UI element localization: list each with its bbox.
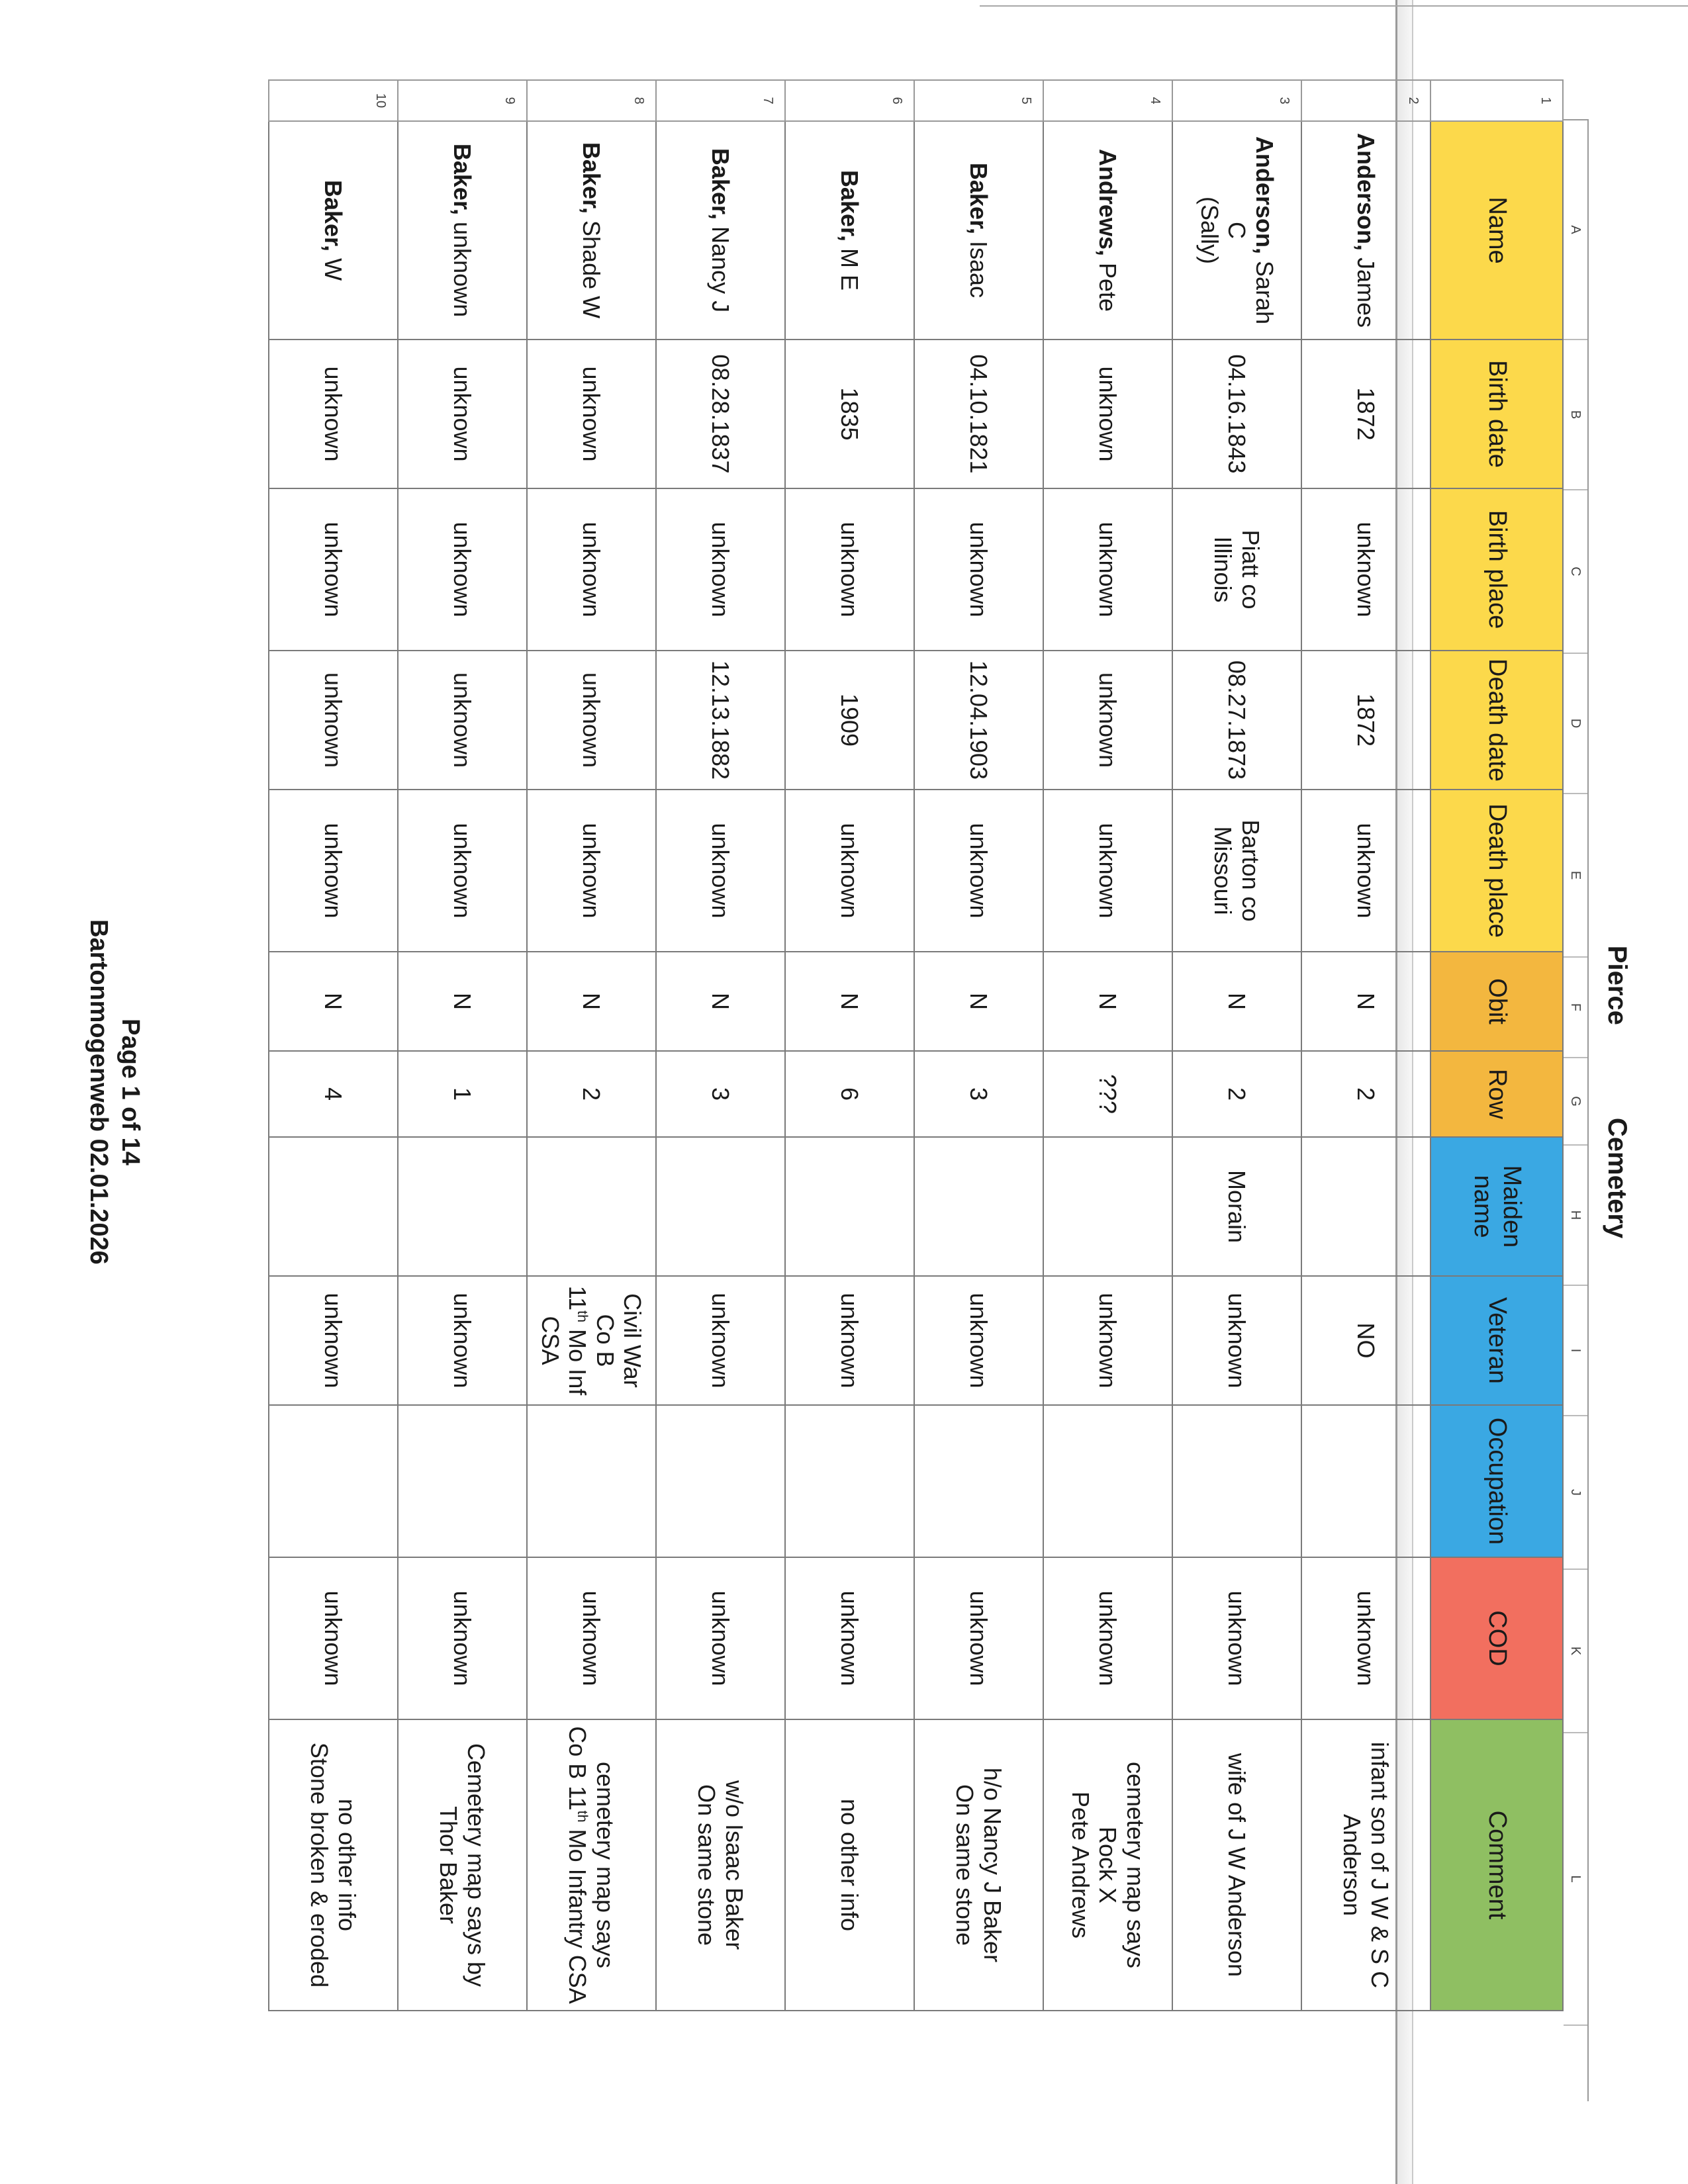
name-cell (398, 121, 527, 340)
cod-cell (1172, 1557, 1301, 1719)
death-date-cell (1172, 651, 1301, 790)
obit-text: N (965, 993, 993, 1010)
row-cell (1043, 1051, 1172, 1137)
veteran-cell (1043, 1276, 1172, 1405)
obit-cell (527, 952, 656, 1051)
header-death-date: Death date (1430, 651, 1563, 790)
row-cell (269, 1051, 398, 1137)
death-place-text: unknown (578, 823, 606, 919)
header-birth-place: Birth place (1430, 488, 1563, 651)
column-letter: F (1564, 958, 1587, 1058)
birth-date-text: unknown (320, 366, 348, 462)
table-row (1301, 80, 1430, 2011)
column-letter: L (1564, 1733, 1587, 2026)
veteran-cell (785, 1276, 914, 1405)
death-date-cell (656, 651, 785, 790)
row-text: 3 (707, 1087, 735, 1101)
comment-cell (1043, 1719, 1172, 2011)
birth-place-cell (1043, 488, 1172, 651)
row-cell (1172, 1051, 1301, 1137)
cemetery-table (268, 79, 1564, 2011)
occupation-cell (785, 1405, 914, 1557)
obit-cell (269, 952, 398, 1051)
death-date-cell (269, 651, 398, 790)
death-date-text: unknown (578, 672, 606, 768)
maiden-cell (398, 1137, 527, 1276)
death-date-text: unknown (1094, 672, 1122, 768)
death-place-cell (656, 790, 785, 952)
death-date-text: unknown (320, 672, 348, 768)
death-place-text: unknown (836, 823, 864, 919)
birth-date-cell (1172, 340, 1301, 488)
obit-cell (656, 952, 785, 1051)
name-cell (527, 121, 656, 340)
comment-line: no other info (836, 1798, 864, 1932)
death-place-text: unknown (320, 823, 348, 919)
veteran-line: CSA (537, 1316, 565, 1365)
column-letter: B (1564, 340, 1587, 490)
birth-place-text: unknown (449, 522, 477, 617)
death-date-text: 1909 (836, 693, 864, 747)
comment-cell (269, 1719, 398, 2011)
occupation-cell (1172, 1405, 1301, 1557)
birth-place-text: unknown (320, 522, 348, 617)
death-place-text: unknown (449, 823, 477, 919)
veteran-cell (656, 1276, 785, 1405)
table-row (1043, 80, 1172, 2011)
death-place-text: unknown (1094, 823, 1122, 919)
maiden-cell (914, 1137, 1043, 1276)
birth-place-cell (1172, 488, 1301, 651)
obit-text: N (320, 993, 348, 1010)
row-text: ??? (1094, 1073, 1122, 1115)
column-letter: G (1564, 1058, 1587, 1146)
cod-text: unknown (1094, 1590, 1122, 1686)
maiden-cell (1043, 1137, 1172, 1276)
veteran-cell (398, 1276, 527, 1405)
title-right: Cemetery (1603, 1117, 1632, 1239)
row-text: 1 (449, 1087, 477, 1101)
birth-date-cell (656, 340, 785, 488)
birth-place-cell (269, 488, 398, 651)
comment-cell (656, 1719, 785, 2011)
death-date-cell (527, 651, 656, 790)
obit-text: N (578, 993, 606, 1010)
veteran-text: unknown (320, 1293, 348, 1388)
row-cell (656, 1051, 785, 1137)
veteran-cell (914, 1276, 1043, 1405)
header-name: Name (1430, 121, 1563, 340)
column-letter: D (1564, 654, 1587, 794)
header-cod: COD (1430, 1557, 1563, 1719)
death-place-cell (527, 790, 656, 952)
surname: Baker, (578, 142, 606, 214)
given-name: Nancy J (707, 226, 735, 313)
death-date-text: unknown (449, 672, 477, 768)
maiden-cell (527, 1137, 656, 1276)
cod-cell (656, 1557, 785, 1719)
veteran-text: unknown (836, 1293, 864, 1388)
page-number: Page 1 of 14 (117, 1019, 144, 1165)
row-number: 5 (914, 80, 1043, 121)
column-letter: I (1564, 1286, 1587, 1416)
header-maiden: Maiden name (1430, 1137, 1563, 1276)
birth-place-cell (785, 488, 914, 651)
veteran-cell (1172, 1276, 1301, 1405)
row-cell (398, 1051, 527, 1137)
comment-line: infant son of J W & S C (1366, 1741, 1393, 1989)
cod-text: unknown (1223, 1590, 1251, 1686)
row-text: 2 (1223, 1087, 1251, 1101)
birth-place-cell (398, 488, 527, 651)
comment-line: Rock X (1094, 1826, 1122, 1904)
occupation-cell (269, 1405, 398, 1557)
birth-place-text: unknown (836, 522, 864, 617)
column-letter: J (1564, 1416, 1587, 1570)
row-number: 2 (1301, 80, 1430, 121)
birth-date-text: 04.10.1821 (965, 354, 993, 474)
row-cell (1301, 1051, 1430, 1137)
death-place-cell (1301, 790, 1430, 952)
surname: Anderson, (1250, 136, 1278, 254)
comment-line: w/o Isaac Baker (720, 1780, 748, 1950)
cod-text: unknown (320, 1590, 348, 1686)
birth-date-cell (398, 340, 527, 488)
veteran-cell (269, 1276, 398, 1405)
death-date-cell (1301, 651, 1430, 790)
maiden-cell (1172, 1137, 1301, 1276)
obit-text: N (1352, 993, 1380, 1010)
column-letter: K (1564, 1570, 1587, 1733)
comment-line: Cemetery map says by (462, 1743, 490, 1987)
surname: Baker, (836, 169, 864, 242)
column-letter: C (1564, 490, 1587, 654)
comment-line: Stone broken & eroded (306, 1742, 334, 1988)
table-row (914, 80, 1043, 2011)
birth-date-text: unknown (1094, 366, 1122, 462)
obit-text: N (707, 993, 735, 1010)
row-number: 1 (1430, 80, 1563, 121)
death-date-text: 1872 (1352, 693, 1380, 747)
comment-line: Pete Andrews (1066, 1791, 1094, 1939)
birth-date-text: 08.28.1837 (707, 354, 735, 474)
table-row (269, 80, 398, 2011)
cod-text: unknown (578, 1590, 606, 1686)
comment-line: cemetery map says (591, 1761, 619, 1969)
row-text: 4 (320, 1087, 348, 1101)
occupation-cell (527, 1405, 656, 1557)
comment-line: Anderson (1338, 1813, 1366, 1917)
comment-line: Co B 11th Mo Infantry CSA (564, 1726, 592, 2004)
name-cell (1043, 121, 1172, 340)
given-name: Pete (1094, 263, 1122, 312)
comment-cell (785, 1719, 914, 2011)
row-number: 10 (269, 80, 398, 121)
cod-cell (269, 1557, 398, 1719)
surname: Baker, (320, 179, 348, 252)
given-name: Isaac (965, 241, 993, 298)
row-number: 8 (527, 80, 656, 121)
given-name: Shade W (578, 220, 606, 319)
obit-cell (398, 952, 527, 1051)
comment-line: h/o Nancy J Baker (978, 1767, 1006, 1963)
maiden-cell (656, 1137, 785, 1276)
death-place-cell (1043, 790, 1172, 952)
maiden-cell (1301, 1137, 1430, 1276)
comment-line: Thor Baker (435, 1805, 463, 1925)
given-name: W (320, 258, 348, 281)
veteran-text: unknown (1223, 1293, 1251, 1388)
birth-date-text: unknown (578, 366, 606, 462)
birth-date-cell (1301, 340, 1430, 488)
veteran-text: unknown (449, 1293, 477, 1388)
birth-place-text: unknown (578, 522, 606, 617)
row-cell (914, 1051, 1043, 1137)
table-row (398, 80, 527, 2011)
birth-date-cell (527, 340, 656, 488)
birth-date-text: 1835 (836, 387, 864, 441)
page-title (1602, 0, 1632, 2184)
comment-cell (398, 1719, 527, 2011)
name-cell (1172, 121, 1301, 340)
row-number: 7 (656, 80, 785, 121)
birth-date-cell (785, 340, 914, 488)
row-number: 3 (1172, 80, 1301, 121)
cod-cell (1043, 1557, 1172, 1719)
obit-text: N (836, 993, 864, 1010)
obit-cell (1172, 952, 1301, 1051)
birth-place-text: unknown (1094, 522, 1122, 617)
maiden-cell (269, 1137, 398, 1276)
death-date-text: 12.04.1903 (965, 660, 993, 780)
comment-line: On same stone (693, 1784, 721, 1946)
veteran-cell (1301, 1276, 1430, 1405)
death-place-cell (269, 790, 398, 952)
name-cell (785, 121, 914, 340)
birth-date-text: 1872 (1352, 387, 1380, 441)
obit-cell (914, 952, 1043, 1051)
given-name: unknown (449, 222, 477, 318)
occupation-cell (656, 1405, 785, 1557)
comment-cell (527, 1719, 656, 2011)
veteran-text: unknown (965, 1293, 993, 1388)
title-left: Pierce (1603, 945, 1632, 1025)
header-birth-date: Birth date (1430, 340, 1563, 488)
birth-place-cell (1301, 488, 1430, 651)
site-footer: Bartonmogenweb 02.01.2026 (85, 919, 113, 1265)
death-date-cell (785, 651, 914, 790)
row-cell (527, 1051, 656, 1137)
obit-cell (785, 952, 914, 1051)
surname: Baker, (707, 148, 735, 220)
table-row (1172, 80, 1301, 2011)
column-letter: H (1564, 1146, 1587, 1286)
birth-place-cell (527, 488, 656, 651)
veteran-line: Co B (591, 1314, 619, 1367)
occupation-cell (398, 1405, 527, 1557)
death-place-line: Barton co (1237, 819, 1264, 922)
birth-place-text: unknown (707, 522, 735, 617)
comment-cell (1301, 1719, 1430, 2011)
veteran-line: Civil War (619, 1293, 647, 1388)
surname: Baker, (449, 143, 477, 215)
header-occupation: Occupation (1430, 1405, 1563, 1557)
row-number: 6 (785, 80, 914, 121)
birth-place-line: Illinois (1209, 536, 1237, 603)
comment-line: wife of J W Anderson (1223, 1752, 1251, 1978)
name-cell (656, 121, 785, 340)
death-date-text: 08.27.1873 (1223, 660, 1251, 780)
name-cell (1301, 121, 1430, 340)
row-number: 9 (398, 80, 527, 121)
death-place-cell (1172, 790, 1301, 952)
death-place-text: unknown (707, 823, 735, 919)
death-place-text: unknown (1352, 823, 1380, 919)
cod-text: unknown (836, 1590, 864, 1686)
surname: Baker, (965, 162, 993, 235)
birth-place-cell (914, 488, 1043, 651)
obit-cell (1301, 952, 1430, 1051)
header-row (1430, 80, 1563, 2011)
veteran-cell (527, 1276, 656, 1405)
header-comment: Comment (1430, 1719, 1563, 2011)
death-date-cell (914, 651, 1043, 790)
given-name: James (1352, 257, 1380, 328)
birth-date-text: unknown (449, 366, 477, 462)
column-letters (1564, 119, 1589, 2101)
row-cell (785, 1051, 914, 1137)
surname: Anderson, (1352, 132, 1380, 251)
death-date-text: 12.13.1882 (707, 660, 735, 780)
column-letter: A (1564, 120, 1587, 340)
header-row: Row (1430, 1051, 1563, 1137)
cod-cell (1301, 1557, 1430, 1719)
cod-text: unknown (449, 1590, 477, 1686)
row-text: 2 (578, 1087, 606, 1101)
maiden-cell (785, 1137, 914, 1276)
veteran-text: unknown (707, 1293, 735, 1388)
occupation-cell (914, 1405, 1043, 1557)
obit-text: N (449, 993, 477, 1010)
header-death-place: Death place (1430, 790, 1563, 952)
comment-line: no other info (333, 1798, 361, 1932)
comment-cell (914, 1719, 1043, 2011)
death-place-line: Missouri (1209, 826, 1237, 915)
death-place-cell (785, 790, 914, 952)
row-text: 2 (1352, 1087, 1380, 1101)
comment-line: On same stone (951, 1784, 979, 1946)
cod-cell (398, 1557, 527, 1719)
given-name: Sarah C (1223, 222, 1278, 325)
cod-text: unknown (707, 1590, 735, 1686)
name-cell (269, 121, 398, 340)
death-date-cell (1043, 651, 1172, 790)
nickname: (Sally) (1196, 196, 1223, 264)
header-obit: Obit (1430, 952, 1563, 1051)
birth-place-cell (656, 488, 785, 651)
obit-text: N (1223, 993, 1251, 1010)
death-place-text: unknown (965, 823, 993, 919)
birth-place-text: unknown (965, 522, 993, 617)
occupation-cell (1301, 1405, 1430, 1557)
obit-cell (1043, 952, 1172, 1051)
death-place-cell (914, 790, 1043, 952)
cod-text: unknown (965, 1590, 993, 1686)
table-row (656, 80, 785, 2011)
surname: Andrews, (1094, 148, 1122, 256)
row-number: 4 (1043, 80, 1172, 121)
veteran-text: NO (1352, 1322, 1380, 1359)
occupation-cell (1043, 1405, 1172, 1557)
name-cell (914, 121, 1043, 340)
cod-text: unknown (1352, 1590, 1380, 1686)
maiden-text: Morain (1223, 1169, 1251, 1244)
comment-cell (1172, 1719, 1301, 2011)
given-name: M E (836, 248, 864, 291)
row-text: 6 (836, 1087, 864, 1101)
birth-place-text: unknown (1352, 522, 1380, 617)
column-letter: E (1564, 794, 1587, 958)
cod-cell (914, 1557, 1043, 1719)
obit-text: N (1094, 993, 1122, 1010)
death-date-cell (398, 651, 527, 790)
table-row (527, 80, 656, 2011)
cod-cell (785, 1557, 914, 1719)
birth-date-cell (269, 340, 398, 488)
cod-cell (527, 1557, 656, 1719)
birth-date-cell (1043, 340, 1172, 488)
spreadsheet (268, 79, 1589, 2101)
comment-line: cemetery map says (1121, 1761, 1149, 1969)
birth-place-line: Piatt co (1237, 529, 1264, 610)
veteran-line: 11th Mo Inf (564, 1285, 592, 1396)
table-row (785, 80, 914, 2011)
veteran-text: unknown (1094, 1293, 1122, 1388)
header-veteran: Veteran (1430, 1276, 1563, 1405)
row-text: 3 (965, 1087, 993, 1101)
death-place-cell (398, 790, 527, 952)
birth-date-text: 04.16.1843 (1223, 354, 1251, 474)
birth-date-cell (914, 340, 1043, 488)
